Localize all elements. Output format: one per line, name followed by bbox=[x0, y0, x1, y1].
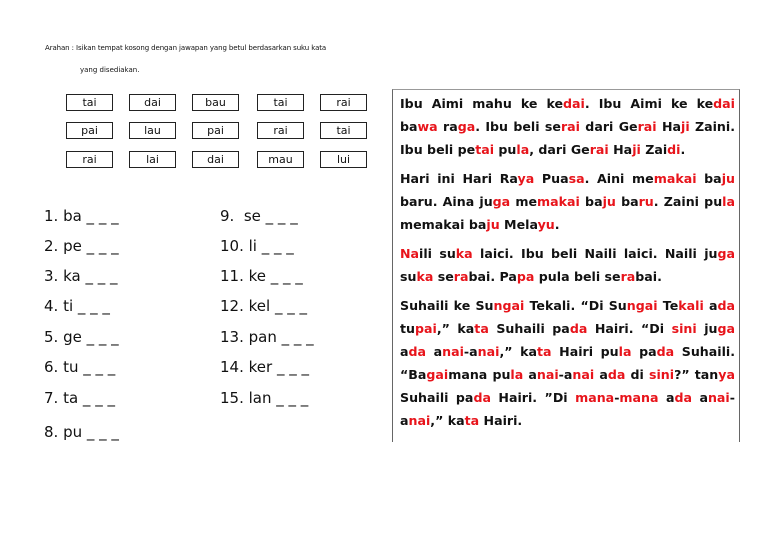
syllable-box: lai bbox=[129, 151, 176, 168]
passage-text: Suhaili pa bbox=[400, 390, 474, 405]
highlighted-syllable: pa bbox=[516, 269, 535, 284]
highlighted-syllable: yu bbox=[537, 217, 555, 232]
highlighted-syllable: ru bbox=[638, 194, 654, 209]
passage-text: ,” ka bbox=[436, 321, 475, 336]
highlighted-syllable: ya bbox=[718, 367, 735, 382]
exercise-item: 7. ta _ _ _ bbox=[44, 389, 115, 407]
highlighted-syllable: rai bbox=[637, 119, 657, 134]
highlighted-syllable: ra bbox=[453, 269, 469, 284]
passage-text: Tekali. “Di Su bbox=[524, 298, 627, 313]
passage-text: . bbox=[554, 217, 560, 232]
highlighted-syllable: la bbox=[618, 344, 632, 359]
passage-text: Suhaili. “Ba bbox=[400, 344, 735, 382]
syllable-box: rai bbox=[257, 122, 304, 139]
instruction-line-1: Arahan : Isikan tempat kosong dengan jawapan yang betul berdasarkan suku kata bbox=[45, 44, 327, 52]
highlighted-syllable: ta bbox=[464, 413, 480, 428]
highlighted-syllable: la bbox=[722, 194, 735, 209]
highlighted-syllable: sini bbox=[648, 367, 675, 382]
highlighted-syllable: nai bbox=[707, 390, 730, 405]
highlighted-syllable: ji bbox=[632, 142, 641, 157]
highlighted-syllable: ngai bbox=[493, 298, 525, 313]
highlighted-syllable: da bbox=[607, 367, 626, 382]
syllable-box: rai bbox=[66, 151, 113, 168]
passage-text: ?” tan bbox=[674, 367, 719, 382]
highlighted-syllable: ga bbox=[717, 246, 735, 261]
exercise-item: 8. pu _ _ _ bbox=[44, 423, 119, 441]
highlighted-syllable: ga bbox=[492, 194, 511, 209]
passage-text: a bbox=[692, 390, 708, 405]
passage-text: ba bbox=[615, 194, 639, 209]
highlighted-syllable: ngai bbox=[626, 298, 658, 313]
instruction-line-2: yang disediakan. bbox=[80, 66, 140, 74]
highlighted-syllable: da bbox=[717, 298, 735, 313]
passage-text: . Ibu beli se bbox=[475, 119, 561, 134]
highlighted-syllable: da bbox=[569, 321, 588, 336]
highlighted-syllable: ga bbox=[457, 119, 476, 134]
exercise-item: 5. ge _ _ _ bbox=[44, 328, 119, 346]
syllable-box: rai bbox=[320, 94, 367, 111]
highlighted-syllable: nai bbox=[408, 413, 431, 428]
highlighted-syllable: ju bbox=[602, 194, 616, 209]
syllable-box: bau bbox=[192, 94, 239, 111]
passage-text: Zaini. Ibu beli pe bbox=[400, 119, 735, 157]
syllable-box: dai bbox=[129, 94, 176, 111]
passage-paragraph bbox=[400, 294, 735, 432]
highlighted-syllable: mana bbox=[619, 390, 659, 405]
passage-text: a bbox=[703, 298, 718, 313]
passage-text: Hairi. “Di bbox=[587, 321, 672, 336]
highlighted-syllable: ju bbox=[721, 171, 735, 186]
highlighted-syllable: nai bbox=[442, 344, 464, 359]
highlighted-syllable: ji bbox=[681, 119, 690, 134]
passage-text: Ibu Aimi mahu ke ke bbox=[400, 96, 564, 111]
syllable-box: pai bbox=[66, 122, 113, 139]
highlighted-syllable: ka bbox=[455, 246, 473, 261]
passage-text: Ha bbox=[608, 142, 633, 157]
syllable-box: lui bbox=[320, 151, 367, 168]
highlighted-syllable: di bbox=[667, 142, 681, 157]
passage-text: Ha bbox=[656, 119, 681, 134]
passage-text: bai. bbox=[635, 269, 662, 284]
passage-text: -a bbox=[558, 367, 573, 382]
highlighted-syllable: da bbox=[656, 344, 675, 359]
highlighted-syllable: nai bbox=[477, 344, 500, 359]
passage-text: ,” ka bbox=[499, 344, 537, 359]
highlighted-syllable: wa bbox=[417, 119, 438, 134]
highlighted-syllable: sini bbox=[671, 321, 697, 336]
passage-text: tu bbox=[400, 321, 415, 336]
highlighted-syllable: sa bbox=[568, 171, 585, 186]
highlighted-syllable: la bbox=[510, 367, 524, 382]
highlighted-syllable: ta bbox=[537, 344, 552, 359]
passage-text: Zai bbox=[640, 142, 668, 157]
syllable-box: tai bbox=[320, 122, 367, 139]
exercise-item: 2. pe _ _ _ bbox=[44, 237, 119, 255]
exercise-item: 3. ka _ _ _ bbox=[44, 267, 118, 285]
passage-text: bai. Pa bbox=[468, 269, 517, 284]
passage-text: me bbox=[510, 194, 538, 209]
passage-text: Suhaili ke Su bbox=[400, 298, 494, 313]
passage-text: dari Ge bbox=[579, 119, 638, 134]
exercise-item: 12. kel _ _ _ bbox=[220, 297, 307, 315]
passage-text: ra bbox=[437, 119, 458, 134]
highlighted-syllable: la bbox=[516, 142, 530, 157]
highlighted-syllable: tai bbox=[475, 142, 495, 157]
passage-text: -a bbox=[463, 344, 478, 359]
passage-text: memakai ba bbox=[400, 217, 487, 232]
passage-text: ili su bbox=[419, 246, 456, 261]
passage-paragraph bbox=[400, 167, 735, 236]
passage-text: Mela bbox=[499, 217, 538, 232]
syllable-box: tai bbox=[66, 94, 113, 111]
highlighted-syllable: pai bbox=[415, 321, 437, 336]
highlighted-syllable: da bbox=[408, 344, 427, 359]
highlighted-syllable: ga bbox=[717, 321, 735, 336]
passage-text: se bbox=[433, 269, 454, 284]
exercise-item: 4. ti _ _ _ bbox=[44, 297, 110, 315]
exercise-item: 15. lan _ _ _ bbox=[220, 389, 309, 407]
passage-text: . Aini me bbox=[584, 171, 654, 186]
passage-text: a bbox=[400, 344, 409, 359]
passage-text: su bbox=[400, 269, 417, 284]
passage-text: a bbox=[426, 344, 443, 359]
passage-text: Suhaili pa bbox=[488, 321, 570, 336]
highlighted-syllable: rai bbox=[589, 142, 609, 157]
passage-text: ju bbox=[696, 321, 718, 336]
passage-text: -a bbox=[400, 390, 735, 428]
highlighted-syllable: ju bbox=[486, 217, 500, 232]
exercise-item: 10. li _ _ _ bbox=[220, 237, 294, 255]
exercise-item: 14. ker _ _ _ bbox=[220, 358, 309, 376]
passage-text: Hairi. bbox=[479, 413, 523, 428]
passage-text: baru. Aina ju bbox=[400, 194, 493, 209]
exercise-item: 11. ke _ _ _ bbox=[220, 267, 303, 285]
highlighted-syllable: nai bbox=[572, 367, 595, 382]
passage-text: mana pu bbox=[448, 367, 511, 382]
highlighted-syllable: rai bbox=[560, 119, 580, 134]
highlighted-syllable: Na bbox=[400, 246, 420, 261]
highlighted-syllable: ta bbox=[474, 321, 489, 336]
passage-text: ba bbox=[400, 119, 418, 134]
highlighted-syllable: ka bbox=[416, 269, 434, 284]
passage-text: a bbox=[594, 367, 608, 382]
passage-text: pa bbox=[631, 344, 657, 359]
exercise-item: 6. tu _ _ _ bbox=[44, 358, 116, 376]
passage-text: Hari ini Hari Ra bbox=[400, 171, 518, 186]
syllable-box: tai bbox=[257, 94, 304, 111]
passage-text: , dari Ge bbox=[529, 142, 590, 157]
passage-text: . bbox=[680, 142, 686, 157]
passage-text: ,” ka bbox=[430, 413, 465, 428]
passage-paragraph bbox=[400, 92, 735, 161]
syllable-box: pai bbox=[192, 122, 239, 139]
highlighted-syllable: ra bbox=[620, 269, 636, 284]
highlighted-syllable: dai bbox=[563, 96, 585, 111]
passage-text: ba bbox=[696, 171, 722, 186]
exercise-item: 9. se _ _ _ bbox=[220, 207, 298, 225]
passage-text: Pua bbox=[534, 171, 569, 186]
highlighted-syllable: dai bbox=[713, 96, 735, 111]
passage-paragraph bbox=[400, 242, 735, 288]
passage-text: Hairi pu bbox=[551, 344, 619, 359]
highlighted-syllable: mana bbox=[575, 390, 615, 405]
passage-text: . Zaini pu bbox=[653, 194, 723, 209]
syllable-box: dai bbox=[192, 151, 239, 168]
highlighted-syllable: makai bbox=[537, 194, 580, 209]
highlighted-syllable: kali bbox=[678, 298, 704, 313]
passage-text: laici. Ibu beli Naili laici. Naili ju bbox=[472, 246, 718, 261]
passage-text: di bbox=[625, 367, 649, 382]
syllable-box: lau bbox=[129, 122, 176, 139]
exercise-item: 13. pan _ _ _ bbox=[220, 328, 314, 346]
highlighted-syllable: gai bbox=[426, 367, 449, 382]
highlighted-syllable: makai bbox=[653, 171, 697, 186]
reading-passage bbox=[400, 92, 735, 438]
passage-text: Hairi. ”Di bbox=[490, 390, 576, 405]
passage-text: - bbox=[614, 390, 620, 405]
exercise-item: 1. ba _ _ _ bbox=[44, 207, 119, 225]
passage-text: Te bbox=[657, 298, 679, 313]
reading-passage-panel bbox=[392, 89, 740, 442]
highlighted-syllable: da bbox=[473, 390, 491, 405]
passage-text: . Ibu Aimi ke ke bbox=[584, 96, 714, 111]
passage-text: a bbox=[658, 390, 675, 405]
passage-text: pu bbox=[494, 142, 517, 157]
passage-text: pula beli se bbox=[534, 269, 621, 284]
highlighted-syllable: ya bbox=[517, 171, 535, 186]
syllable-box: mau bbox=[257, 151, 304, 168]
passage-text: a bbox=[523, 367, 537, 382]
highlighted-syllable: nai bbox=[536, 367, 559, 382]
highlighted-syllable: da bbox=[674, 390, 692, 405]
passage-text: ba bbox=[579, 194, 603, 209]
